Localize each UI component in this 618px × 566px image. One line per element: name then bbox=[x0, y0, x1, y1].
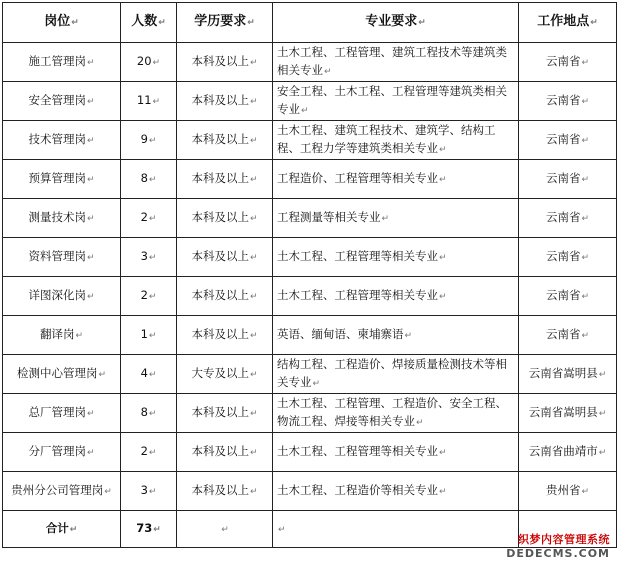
cell-education: 本科及以上↵ bbox=[177, 121, 273, 160]
cell-position: 安全管理岗↵ bbox=[3, 82, 121, 121]
cell-location: 云南省↵ bbox=[519, 277, 617, 316]
cell-education: 本科及以上↵ bbox=[177, 277, 273, 316]
cell-count: 3↵ bbox=[121, 472, 177, 511]
cell-education: 本科及以上↵ bbox=[177, 472, 273, 511]
cell-major: 土木工程、工程造价等相关专业↵ bbox=[273, 472, 519, 511]
cell-location: 贵州省↵ bbox=[519, 472, 617, 511]
header-location: 工作地点↵ bbox=[519, 3, 617, 43]
cell-position: 预算管理岗↵ bbox=[3, 160, 121, 199]
cell-position: 技术管理岗↵ bbox=[3, 121, 121, 160]
table-row bbox=[3, 355, 617, 394]
table-row bbox=[3, 277, 617, 316]
cell-count: 2↵ bbox=[121, 199, 177, 238]
table-header-row bbox=[3, 3, 617, 43]
cell-location: 云南省↵ bbox=[519, 82, 617, 121]
cell-major: 土木工程、工程管理等相关专业↵ bbox=[273, 277, 519, 316]
total-count: 73↵ bbox=[121, 511, 177, 548]
header-count: 人数↵ bbox=[121, 3, 177, 43]
cell-position: 翻译岗↵ bbox=[3, 316, 121, 355]
total-major-empty: ↵ bbox=[273, 511, 519, 548]
cell-count: 11↵ bbox=[121, 82, 177, 121]
cell-major: 土木工程、工程管理、工程造价、安全工程、物流工程、焊接等相关专业↵ bbox=[273, 394, 519, 433]
table-row bbox=[3, 433, 617, 472]
cell-major: 土木工程、工程管理等相关专业↵ bbox=[273, 433, 519, 472]
cell-location: 云南省↵ bbox=[519, 43, 617, 82]
cell-major: 土木工程、建筑工程技术、建筑学、结构工程、工程力学等建筑类相关专业↵ bbox=[273, 121, 519, 160]
cell-location: 云南省↵ bbox=[519, 238, 617, 277]
cell-count: 4↵ bbox=[121, 355, 177, 394]
cell-location: 云南省嵩明县↵ bbox=[519, 394, 617, 433]
cell-location: 云南省↵ bbox=[519, 316, 617, 355]
cell-education: 本科及以上↵ bbox=[177, 394, 273, 433]
cell-location: 云南省↵ bbox=[519, 199, 617, 238]
cell-major: 结构工程、工程造价、焊接质量检测技术等相关专业↵ bbox=[273, 355, 519, 394]
cell-education: 本科及以上↵ bbox=[177, 43, 273, 82]
cell-count: 9↵ bbox=[121, 121, 177, 160]
cell-education: 本科及以上↵ bbox=[177, 82, 273, 121]
cell-count: 20↵ bbox=[121, 43, 177, 82]
table-row bbox=[3, 82, 617, 121]
cell-education: 本科及以上↵ bbox=[177, 199, 273, 238]
cell-education: 大专及以上↵ bbox=[177, 355, 273, 394]
table-row bbox=[3, 316, 617, 355]
cell-major: 土木工程、工程管理等相关专业↵ bbox=[273, 238, 519, 277]
cell-position: 资料管理岗↵ bbox=[3, 238, 121, 277]
job-table bbox=[2, 2, 617, 548]
cell-major: 英语、缅甸语、柬埔寨语↵ bbox=[273, 316, 519, 355]
cell-count: 1↵ bbox=[121, 316, 177, 355]
cell-education: 本科及以上↵ bbox=[177, 433, 273, 472]
cell-location: 云南省↵ bbox=[519, 121, 617, 160]
cell-position: 贵州分公司管理岗↵ bbox=[3, 472, 121, 511]
cell-major: 土木工程、工程管理、建筑工程技术等建筑类相关专业↵ bbox=[273, 43, 519, 82]
cell-position: 详图深化岗↵ bbox=[3, 277, 121, 316]
watermark-line1: 织梦内容管理系统 bbox=[518, 533, 610, 546]
cell-location: 云南省曲靖市↵ bbox=[519, 433, 617, 472]
cell-position: 施工管理岗↵ bbox=[3, 43, 121, 82]
watermark-line2: DEDECMS.COM bbox=[506, 547, 610, 560]
cell-count: 3↵ bbox=[121, 238, 177, 277]
cell-count: 8↵ bbox=[121, 394, 177, 433]
total-label: 合计↵ bbox=[3, 511, 121, 548]
cell-count: 8↵ bbox=[121, 160, 177, 199]
table-row bbox=[3, 43, 617, 82]
cell-position: 总厂管理岗↵ bbox=[3, 394, 121, 433]
cell-count: 2↵ bbox=[121, 277, 177, 316]
cell-location: 云南省嵩明县↵ bbox=[519, 355, 617, 394]
cell-position: 测量技术岗↵ bbox=[3, 199, 121, 238]
cell-education: 本科及以上↵ bbox=[177, 160, 273, 199]
cell-education: 本科及以上↵ bbox=[177, 316, 273, 355]
cell-major: 工程测量等相关专业↵ bbox=[273, 199, 519, 238]
table-row bbox=[3, 238, 617, 277]
cell-major: 工程造价、工程管理等相关专业↵ bbox=[273, 160, 519, 199]
cell-position: 分厂管理岗↵ bbox=[3, 433, 121, 472]
table-row bbox=[3, 394, 617, 433]
cell-major: 安全工程、土木工程、工程管理等建筑类相关专业↵ bbox=[273, 82, 519, 121]
table-row bbox=[3, 121, 617, 160]
header-position: 岗位↵ bbox=[3, 3, 121, 43]
watermark bbox=[506, 531, 610, 560]
header-education: 学历要求↵ bbox=[177, 3, 273, 43]
cell-location: 云南省↵ bbox=[519, 160, 617, 199]
header-major: 专业要求↵ bbox=[273, 3, 519, 43]
total-education-empty: ↵ bbox=[177, 511, 273, 548]
cell-count: 2↵ bbox=[121, 433, 177, 472]
cell-education: 本科及以上↵ bbox=[177, 238, 273, 277]
table-row bbox=[3, 472, 617, 511]
table-row bbox=[3, 199, 617, 238]
table-row bbox=[3, 160, 617, 199]
cell-position: 检测中心管理岗↵ bbox=[3, 355, 121, 394]
